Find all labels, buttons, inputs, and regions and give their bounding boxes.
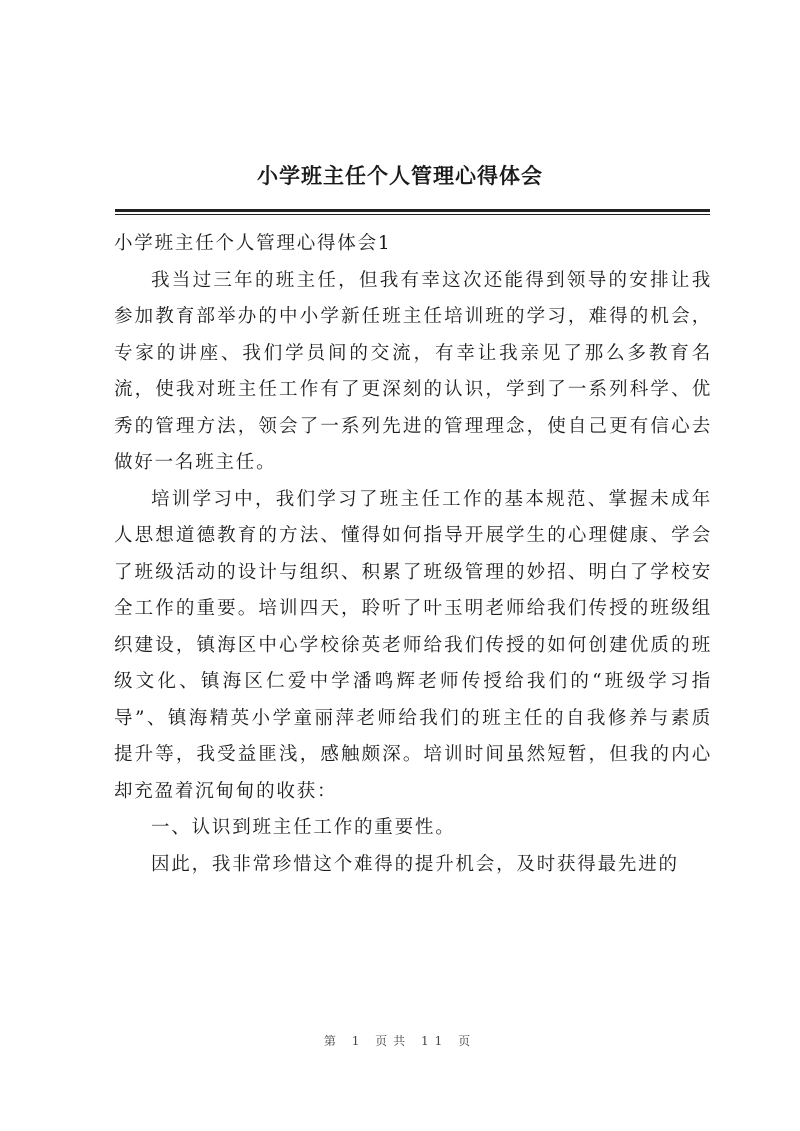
paragraph-4: 因此，我非常珍惜这个难得的提升机会，及时获得最先进的: [151, 853, 679, 875]
paragraph-3: 一、认识到班主任工作的重要性。: [151, 817, 456, 838]
document-body: [114, 226, 712, 883]
paragraph-2: 培训学习中，我们学习了班主任工作的基本规范、掌握未成年人思想道德教育的方法、懂得如何指导开展学生的心理健康、学会了班级活动的设计与组织、积累了班级管理的妙招、明白了学校安全工作的重要。培训四天，聆听了叶玉明老师给我们传授的班级组织建设，镇海区中心学校徐英老师给我们传授的如何创建优质的班级文化、镇海区仁爱中学潘鸣辉老师传授给我们的“班级学习指导”、镇海精英小学童丽萍老师给我们的班主任的自我修养与素质提升等，我受益匪浅，感触颇深。培训时间虽然短暂，但我的内心却充盈着沉甸甸的收获：: [114, 488, 712, 802]
title-divider-thick: [115, 209, 710, 212]
section-heading: 小学班主任个人管理心得体会1: [114, 233, 392, 254]
page-footer: 第 1 页共 11 页: [323, 1034, 477, 1048]
title-divider-thin: [115, 214, 710, 215]
paragraph-1: 我当过三年的班主任，但我有幸这次还能得到领导的安排让我参加教育部举办的中小学新任班主任培训班的学习，难得的机会，专家的讲座、我们学员间的交流，有幸让我亲见了那么多教育名流，使我对班主任工作有了更深刻的认识，学到了一系列科学、优秀的管理方法，领会了一系列先进的管理理念，使自己更有信心去做好一名班主任。: [114, 269, 712, 473]
document-title: 小学班主任个人管理心得体会: [257, 163, 543, 188]
